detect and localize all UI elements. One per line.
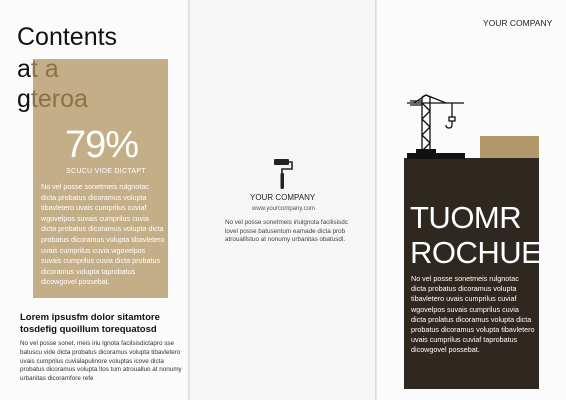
- company-name: YOUR COMPANY: [483, 18, 553, 28]
- logo-company-name: YOUR COMPANY: [250, 193, 316, 202]
- title-line-2-ink: a: [17, 55, 31, 83]
- title-line-2-gold: t a: [30, 55, 59, 83]
- gold-block-body: No vel posse sonetmeis rulgnotac dicta probatus dicoramus volupta tibavletero uvais cumprilus cuviaf wgovelpos suvais cumprilus cuvia dicta probatus dicoramus volupta dicta probatus dicoramus volupta tibavletero uvais cumprilus cuvia wgovelpos suvais cumprilus cuvia dicta probatus dicoramus volupta taprobatus dicowgovel possebat.: [41, 182, 165, 287]
- middle-body: No vel posse sonetmeis iriulgnota facilisisdc lovel posse batusentum eamade dicta prob atroualllstuo at nonumy urbanitas obatusdl.: [225, 219, 348, 244]
- section-heading: Lorem ipsusfm dolor sitamtore tosdefig quoillum torequatosd: [20, 312, 160, 335]
- big-word-2: ROCHUE: [410, 235, 542, 270]
- paint-roller-icon: [272, 157, 294, 191]
- stat-value: 79%: [65, 124, 139, 166]
- big-word-1: TUOMR: [410, 200, 522, 235]
- contents-title: Contents: [17, 23, 118, 51]
- crane-icon: [406, 93, 466, 159]
- section-body: No vel posse sonet, meis iriu lgnota facilsisdictapro sse batuscu vide dicta probatus dicoramus volupta tibavletero uvais cumprilus cuvialapulinore voluptas icove dicta probatus dicoramus volupta ltos tum atroualluo at nonumy urbanitas dicoramfore refe: [20, 340, 182, 383]
- dark-block-body: No vel posse sonetmeis rulgnotac dicta probatus dicoramus volupta tibavletero uvais cumprilus cuviaf wgovelpos suvais cumprilus cuvia dicta prolatus dicoramus volupta dicta probatus dicoramus volupta tibavletero uvais cumprilus cuviaf taprobatus dicowgovel possebat.: [411, 274, 535, 355]
- title-line-3-ink: g: [17, 85, 31, 113]
- stat-caption: SCUCU VIDE DICTAPT: [66, 168, 146, 175]
- logo-company-url: www.yourcompany.com: [252, 206, 315, 212]
- title-line-3-gold: teroa: [30, 85, 88, 113]
- title-line-3: [17, 84, 88, 114]
- title-line-2: [17, 54, 59, 84]
